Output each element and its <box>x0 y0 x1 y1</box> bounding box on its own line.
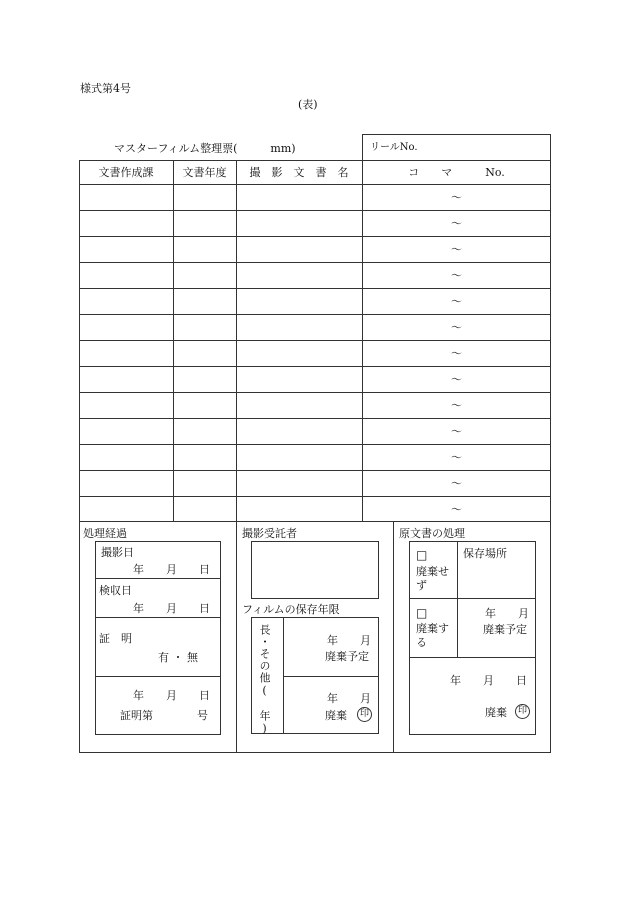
table-row: ～ <box>451 269 462 282</box>
table-row: ～ <box>451 425 462 438</box>
header-year: 文書年度 <box>182 166 227 179</box>
inspect-date-fields: 年 月 日 <box>133 602 210 615</box>
original-label: 原文書の処理 <box>399 527 465 540</box>
retention-planned-label: 廃棄予定 <box>325 650 369 663</box>
film-table <box>79 160 551 522</box>
retention-vertical-text: 長・その他( 年) <box>258 624 271 736</box>
shoot-date-fields: 年 月 日 <box>133 563 210 576</box>
discard-label: 廃棄する <box>416 622 449 649</box>
storage-location-label: 保存場所 <box>463 547 507 560</box>
contractor-label: 撮影受託者 <box>242 527 297 540</box>
table-row: ～ <box>451 321 462 334</box>
history-label: 処理経過 <box>83 527 127 540</box>
contractor-box <box>251 541 379 599</box>
header-document-name: 撮 影 文 書 名 <box>249 166 349 179</box>
form-number: 様式第4号 <box>80 82 131 95</box>
retention-label: フィルムの保存年限 <box>242 603 340 616</box>
table-row: ～ <box>451 243 462 256</box>
checkbox-discard[interactable]: □ <box>416 606 428 620</box>
not-discard-label: 廃棄せず <box>416 565 449 592</box>
cert-date-fields: 年 月 日 <box>133 689 210 702</box>
reel-number-label: リールNo. <box>370 142 418 153</box>
form-title: マスターフィルム整理票( mm) <box>114 142 296 155</box>
table-row: ～ <box>451 451 462 464</box>
original-done-fields: 年 月 日 <box>450 674 527 687</box>
table-row: ～ <box>451 217 462 230</box>
header-department: 文書作成課 <box>98 166 154 179</box>
header-frame-number: コ マ No. <box>408 166 505 179</box>
original-planned-label: 廃棄予定 <box>483 623 527 636</box>
original-seal: 印 <box>515 704 530 719</box>
table-row: ～ <box>451 399 462 412</box>
retention-done-fields: 年 月 <box>327 692 371 705</box>
cert-label: 証 明 <box>99 632 132 645</box>
table-row: ～ <box>451 347 462 360</box>
retention-seal: 印 <box>357 707 372 722</box>
retention-done-label: 廃棄 <box>325 709 347 722</box>
side-label: (表) <box>298 98 318 111</box>
retention-planned-fields: 年 月 <box>327 634 371 647</box>
shoot-date-label: 撮影日 <box>101 546 134 559</box>
cert-options: 有 ・ 無 <box>158 651 198 664</box>
checkbox-not-discard[interactable]: □ <box>416 548 428 562</box>
table-row: ～ <box>451 503 462 516</box>
cert-number: 証明第 号 <box>120 709 208 722</box>
table-row: ～ <box>451 295 462 308</box>
inspect-date-label: 検収日 <box>99 584 132 597</box>
original-planned-fields: 年 月 <box>485 607 529 620</box>
table-row: ～ <box>451 373 462 386</box>
original-done-label: 廃棄 <box>485 706 507 719</box>
table-row: ～ <box>451 477 462 490</box>
table-row: ～ <box>451 191 462 204</box>
